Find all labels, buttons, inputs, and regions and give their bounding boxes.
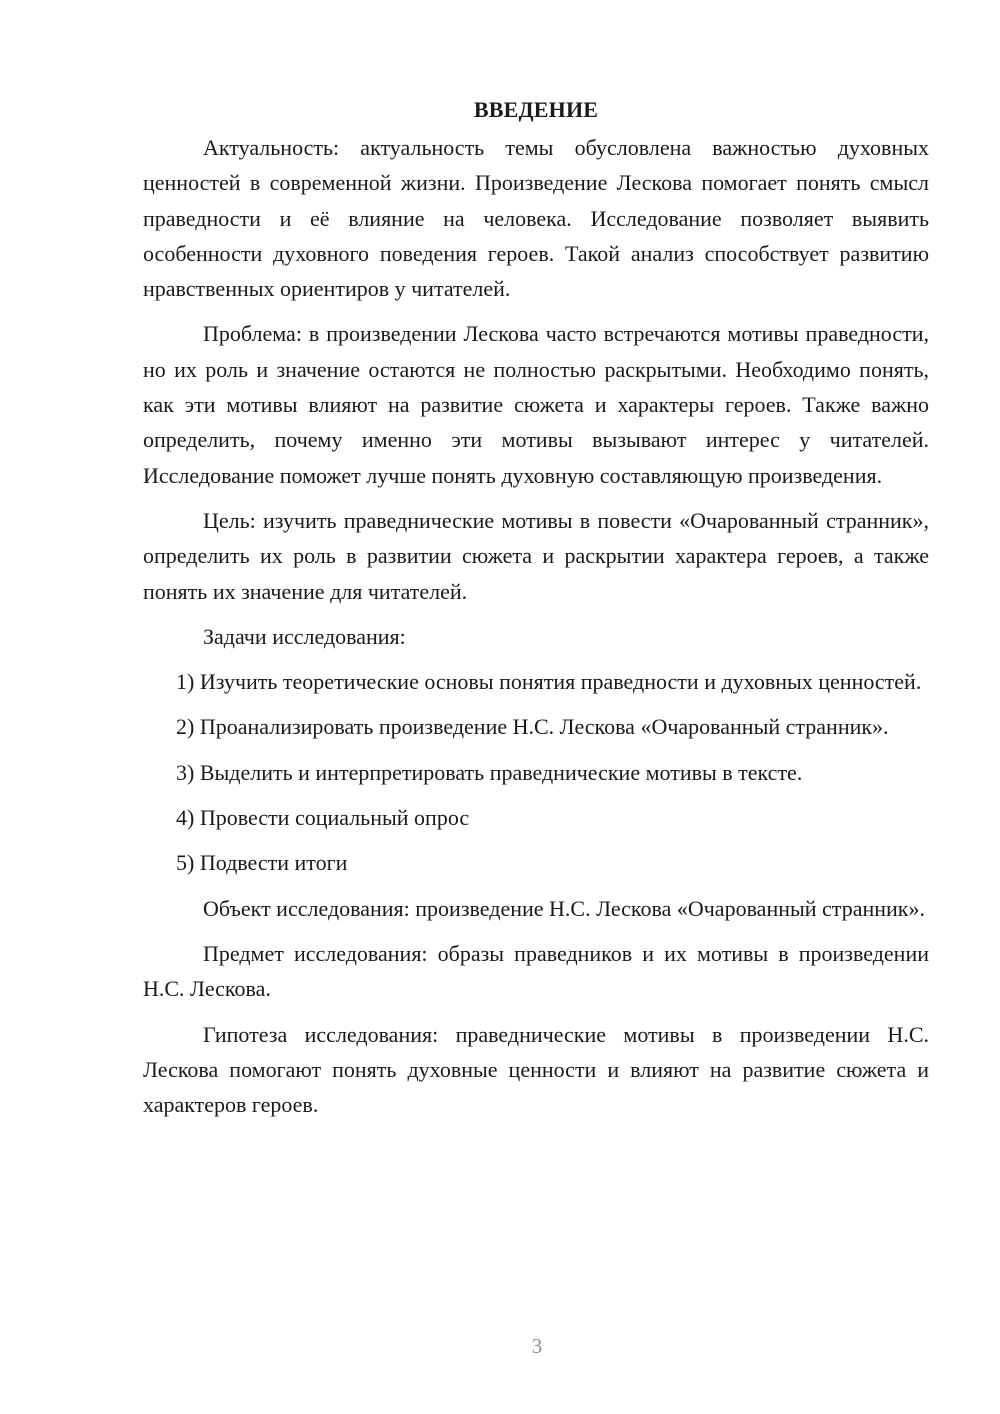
page-number: 3 (531, 1334, 543, 1358)
goal-paragraph: Цель: изучить праведнические мотивы в повести «Очарованный странник», определить их роль в развитии сюжета и раскрытии характера героев, а также понять их значение для читателей. (143, 507, 929, 604)
tasks-heading: Задачи исследования: (203, 623, 406, 649)
task-item-2: 2) Проанализировать произведение Н.С. Лескова «Очарованный странник». (176, 714, 889, 740)
hypothesis-paragraph: Гипотеза исследования: праведнические мотивы в произведении Н.С. Лескова помогают понять духовные ценности и влияют на развитие сюжета и характеров героев. (143, 1021, 929, 1118)
task-item-5: 5) Подвести итоги (176, 850, 348, 876)
problem-paragraph: Проблема: в произведении Лескова часто встречаются мотивы праведности, но их роль и значение остаются не полностью раскрытыми. Необходимо понять, как эти мотивы влияют на развитие сюжета и характеры героев. Также важно определить, почему именно эти мотивы вызывают интерес у читателей. Исследование поможет лучше понять духовную составляющую произведения. (143, 321, 929, 488)
document-page (143, 92, 929, 1132)
subject-paragraph: Предмет исследования: образы праведников и их мотивы в произведении Н.С. Лескова. (143, 940, 929, 1002)
relevance-paragraph: Актуальность: актуальность темы обусловлена важностью духовных ценностей в современной жизни. Произведение Лескова помогает понять смысл праведности и её влияние на человека. Исследование позволяет выявить особенности духовного поведения героев. Такой анализ способствует развитию нравственных ориентиров у читателей. (143, 135, 929, 302)
task-item-1: 1) Изучить теоретические основы понятия праведности и духовных ценностей. (176, 669, 922, 695)
object-paragraph: Объект исследования: произведение Н.С. Лескова «Очарованный странник». (203, 895, 925, 921)
task-item-3: 3) Выделить и интерпретировать праведнические мотивы в тексте. (176, 759, 803, 785)
document-title: ВВЕДЕНИЕ (473, 97, 599, 122)
task-item-4: 4) Провести социальный опрос (176, 805, 470, 831)
